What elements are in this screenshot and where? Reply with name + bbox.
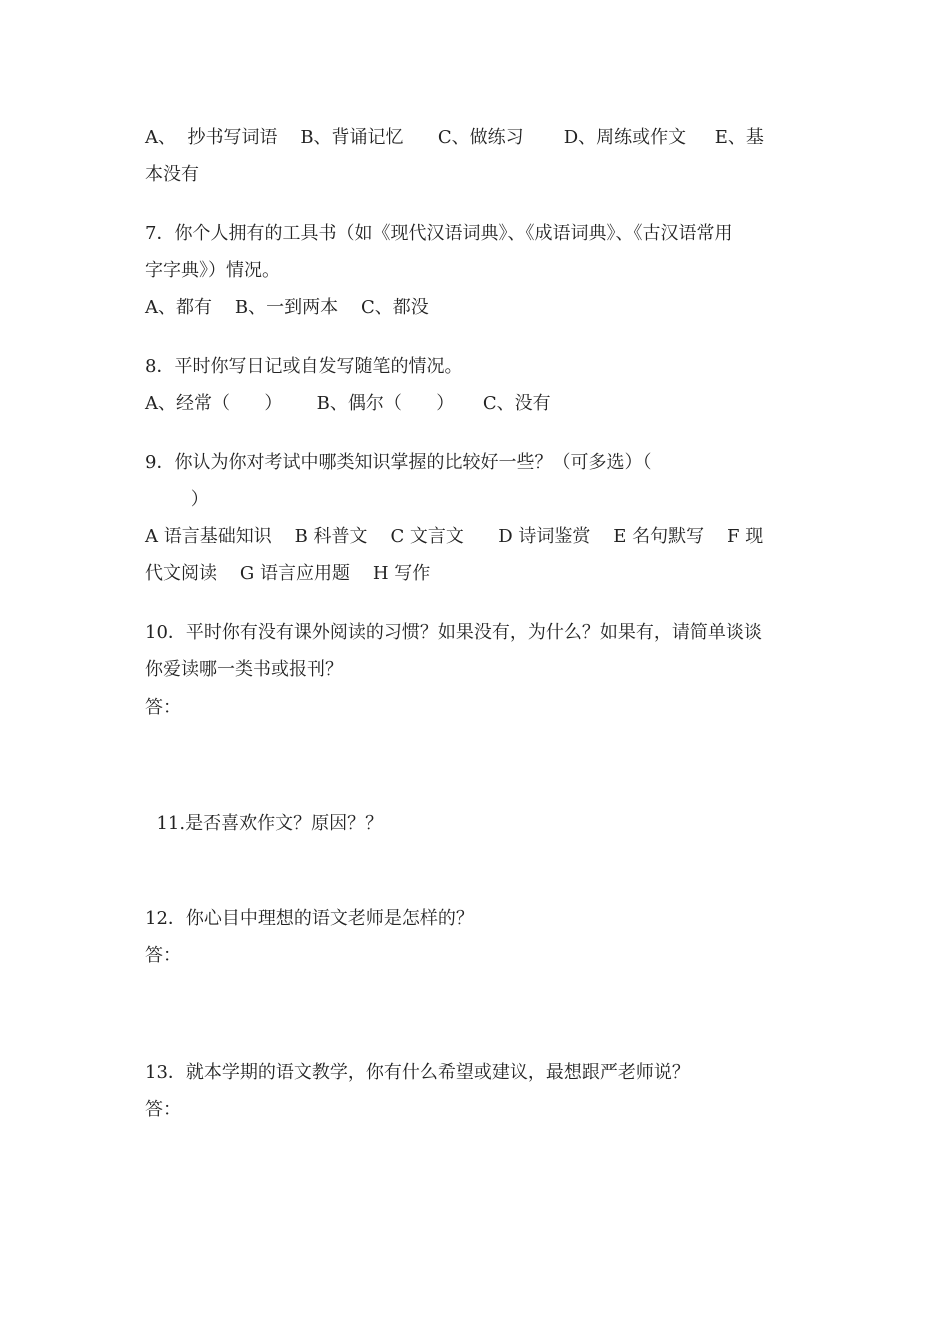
q6-options-line1: A、 抄书写词语 B、背诵记忆 C、做练习 D、周练或作文 E、基: [145, 127, 764, 148]
q13-answer-label: 答：: [145, 1099, 181, 1120]
q9-question-line1: 9．你认为你对考试中哪类知识掌握的比较好一些？（可多选）（: [145, 452, 652, 473]
q8-question: 8．平时你写日记或自发写随笔的情况。: [145, 356, 463, 377]
q6-options-line2: 本没有: [145, 164, 199, 185]
q9-options-line1: A 语言基础知识 B 科普文 C 文言文 D 诗词鉴赏 E 名句默写 F 现: [145, 526, 764, 547]
q10-answer-label: 答：: [145, 697, 181, 718]
q7-question-line2: 字字典》）情况。: [145, 260, 280, 281]
q7-question-line1: 7．你个人拥有的工具书（如《现代汉语词典》、《成语词典》、《古汉语常用: [145, 223, 733, 244]
q13-question: 13．就本学期的语文教学，你有什么希望或建议，最想跟严老师说？: [145, 1062, 690, 1083]
q12-answer-label: 答：: [145, 945, 181, 966]
q9-options-line2: 代文阅读 G 语言应用题 H 写作: [145, 563, 431, 584]
q10-question-line1: 10．平时你有没有课外阅读的习惯？如果没有，为什么？如果有，请简单谈谈: [145, 622, 762, 643]
q10-question-line2: 你爱读哪一类书或报刊？: [145, 659, 343, 680]
q11-question: 11.是否喜欢作文？原因？？: [145, 813, 384, 834]
q8-options: A、经常（ ） B、偶尔（ ） C、没有: [145, 393, 551, 414]
q7-options: A、都有 B、一到两本 C、都没: [145, 297, 429, 318]
q9-question-line2: ）: [145, 489, 209, 510]
q12-question: 12．你心目中理想的语文老师是怎样的？: [145, 908, 474, 929]
